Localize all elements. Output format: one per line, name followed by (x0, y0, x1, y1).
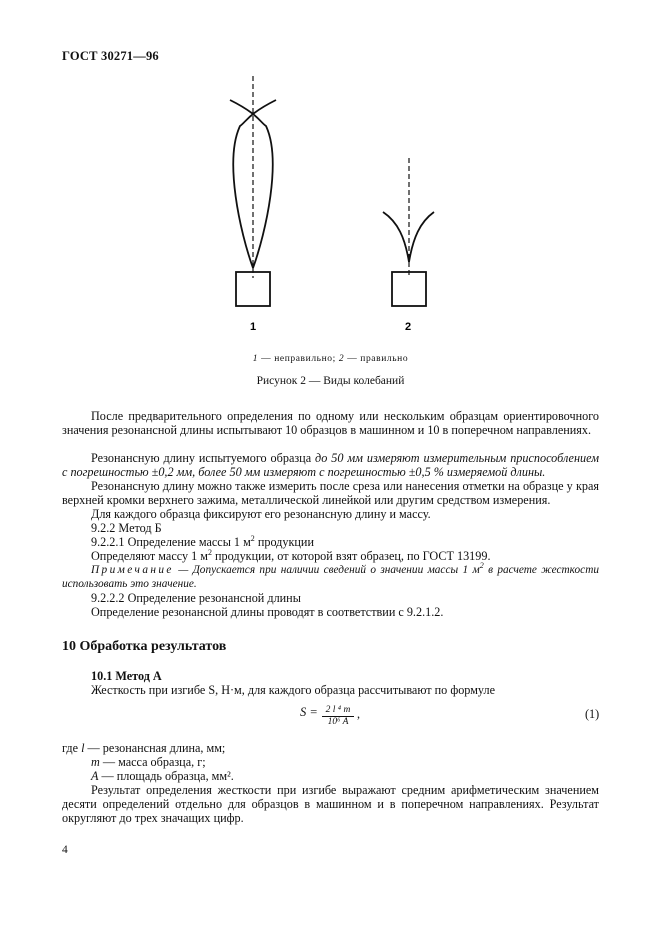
oscillation-figure (0, 0, 661, 340)
where-l: где l — резонансная длина, мм; (62, 741, 226, 755)
formula-comma: , (357, 707, 361, 721)
where-m: m — масса образца, г; (91, 755, 206, 769)
paragraph-record: Для каждого образца фиксируют его резонансную длину и массу. (91, 507, 431, 521)
paragraph-mass: Определяют массу 1 $м^2$ продукции, от которой взят образец, по ГОСТ 13199. (91, 547, 491, 563)
figure-label-2: 2 (405, 321, 412, 333)
paragraph-preliminary: После предварительного определения по одному или нескольким образцам ориентировочного значения резонансной длины испытывают 10 образцов в машинном и 10 в поперечном направлениях. (62, 409, 599, 437)
equation-number: (1) (585, 707, 600, 721)
section-9-2-2-2: 9.2.2.2 Определение резонансной длины (91, 591, 301, 605)
document-header: ГОСТ 30271—96 (62, 49, 159, 63)
formula-intro: Жесткость при изгибе S, Н·м, для каждого образца рассчитывают по формуле (91, 683, 495, 697)
formula-lhs: S = (300, 705, 318, 719)
formula-denominator: 10⁶ A (327, 717, 349, 727)
figure-label-1: 1 (250, 321, 257, 333)
section-10-1-title: 10.1 Метод А (91, 669, 162, 683)
formula-numerator: 2 l ⁴ m (322, 705, 354, 717)
paragraph-result: Результат определения жесткости при изгибе выражают средним арифметическим значением десяти определений отдельно для образцов в машинном и в поперечном направлениях. Результат округляют до трех значащих цифр. (62, 783, 599, 825)
figure-legend: 1 — неправильно; 2 — правильно (252, 354, 409, 364)
paragraph-resonance-def: Определение резонансной длины проводят в соответствии с 9.2.1.2. (91, 605, 444, 619)
formula-fraction (322, 705, 354, 728)
oscillation-curve-left-2 (383, 212, 409, 262)
paragraph-alt-measure: Резонансную длину можно также измерить после среза или нанесения отметки на образце у края верхней кромки верхнего зажима, металлической линейкой или другим средством измерения. (62, 479, 599, 507)
note: Примечание — Допускается при наличии сведений о значении массы 1 $м^2$ в расчете жесткости использовать это значение. (62, 561, 599, 590)
oscillation-curve-left-1 (233, 100, 276, 268)
where-a: A — площадь образца, мм². (91, 769, 234, 783)
clamp-box-2 (392, 272, 426, 306)
figure-caption: Рисунок 2 — Виды колебаний (256, 375, 405, 387)
section-10-title: 10 Обработка результатов (62, 639, 227, 654)
section-9-2-2-1: 9.2.2.1 Определение массы 1 $м^2$ продукции (91, 533, 314, 549)
page-number: 4 (62, 844, 68, 856)
oscillation-curve-right-1 (230, 100, 273, 268)
oscillation-curve-right-2 (409, 212, 434, 262)
paragraph-resonance-length: Резонансную длину испытуемого образца до 50 мм измеряют измерительным приспособлением с погрешностью ±0,2 мм, более 50 мм измеряют с погрешностью ±0,5 % измеряемой длины. (62, 451, 599, 479)
section-9-2-2: 9.2.2 Метод Б (91, 521, 162, 535)
